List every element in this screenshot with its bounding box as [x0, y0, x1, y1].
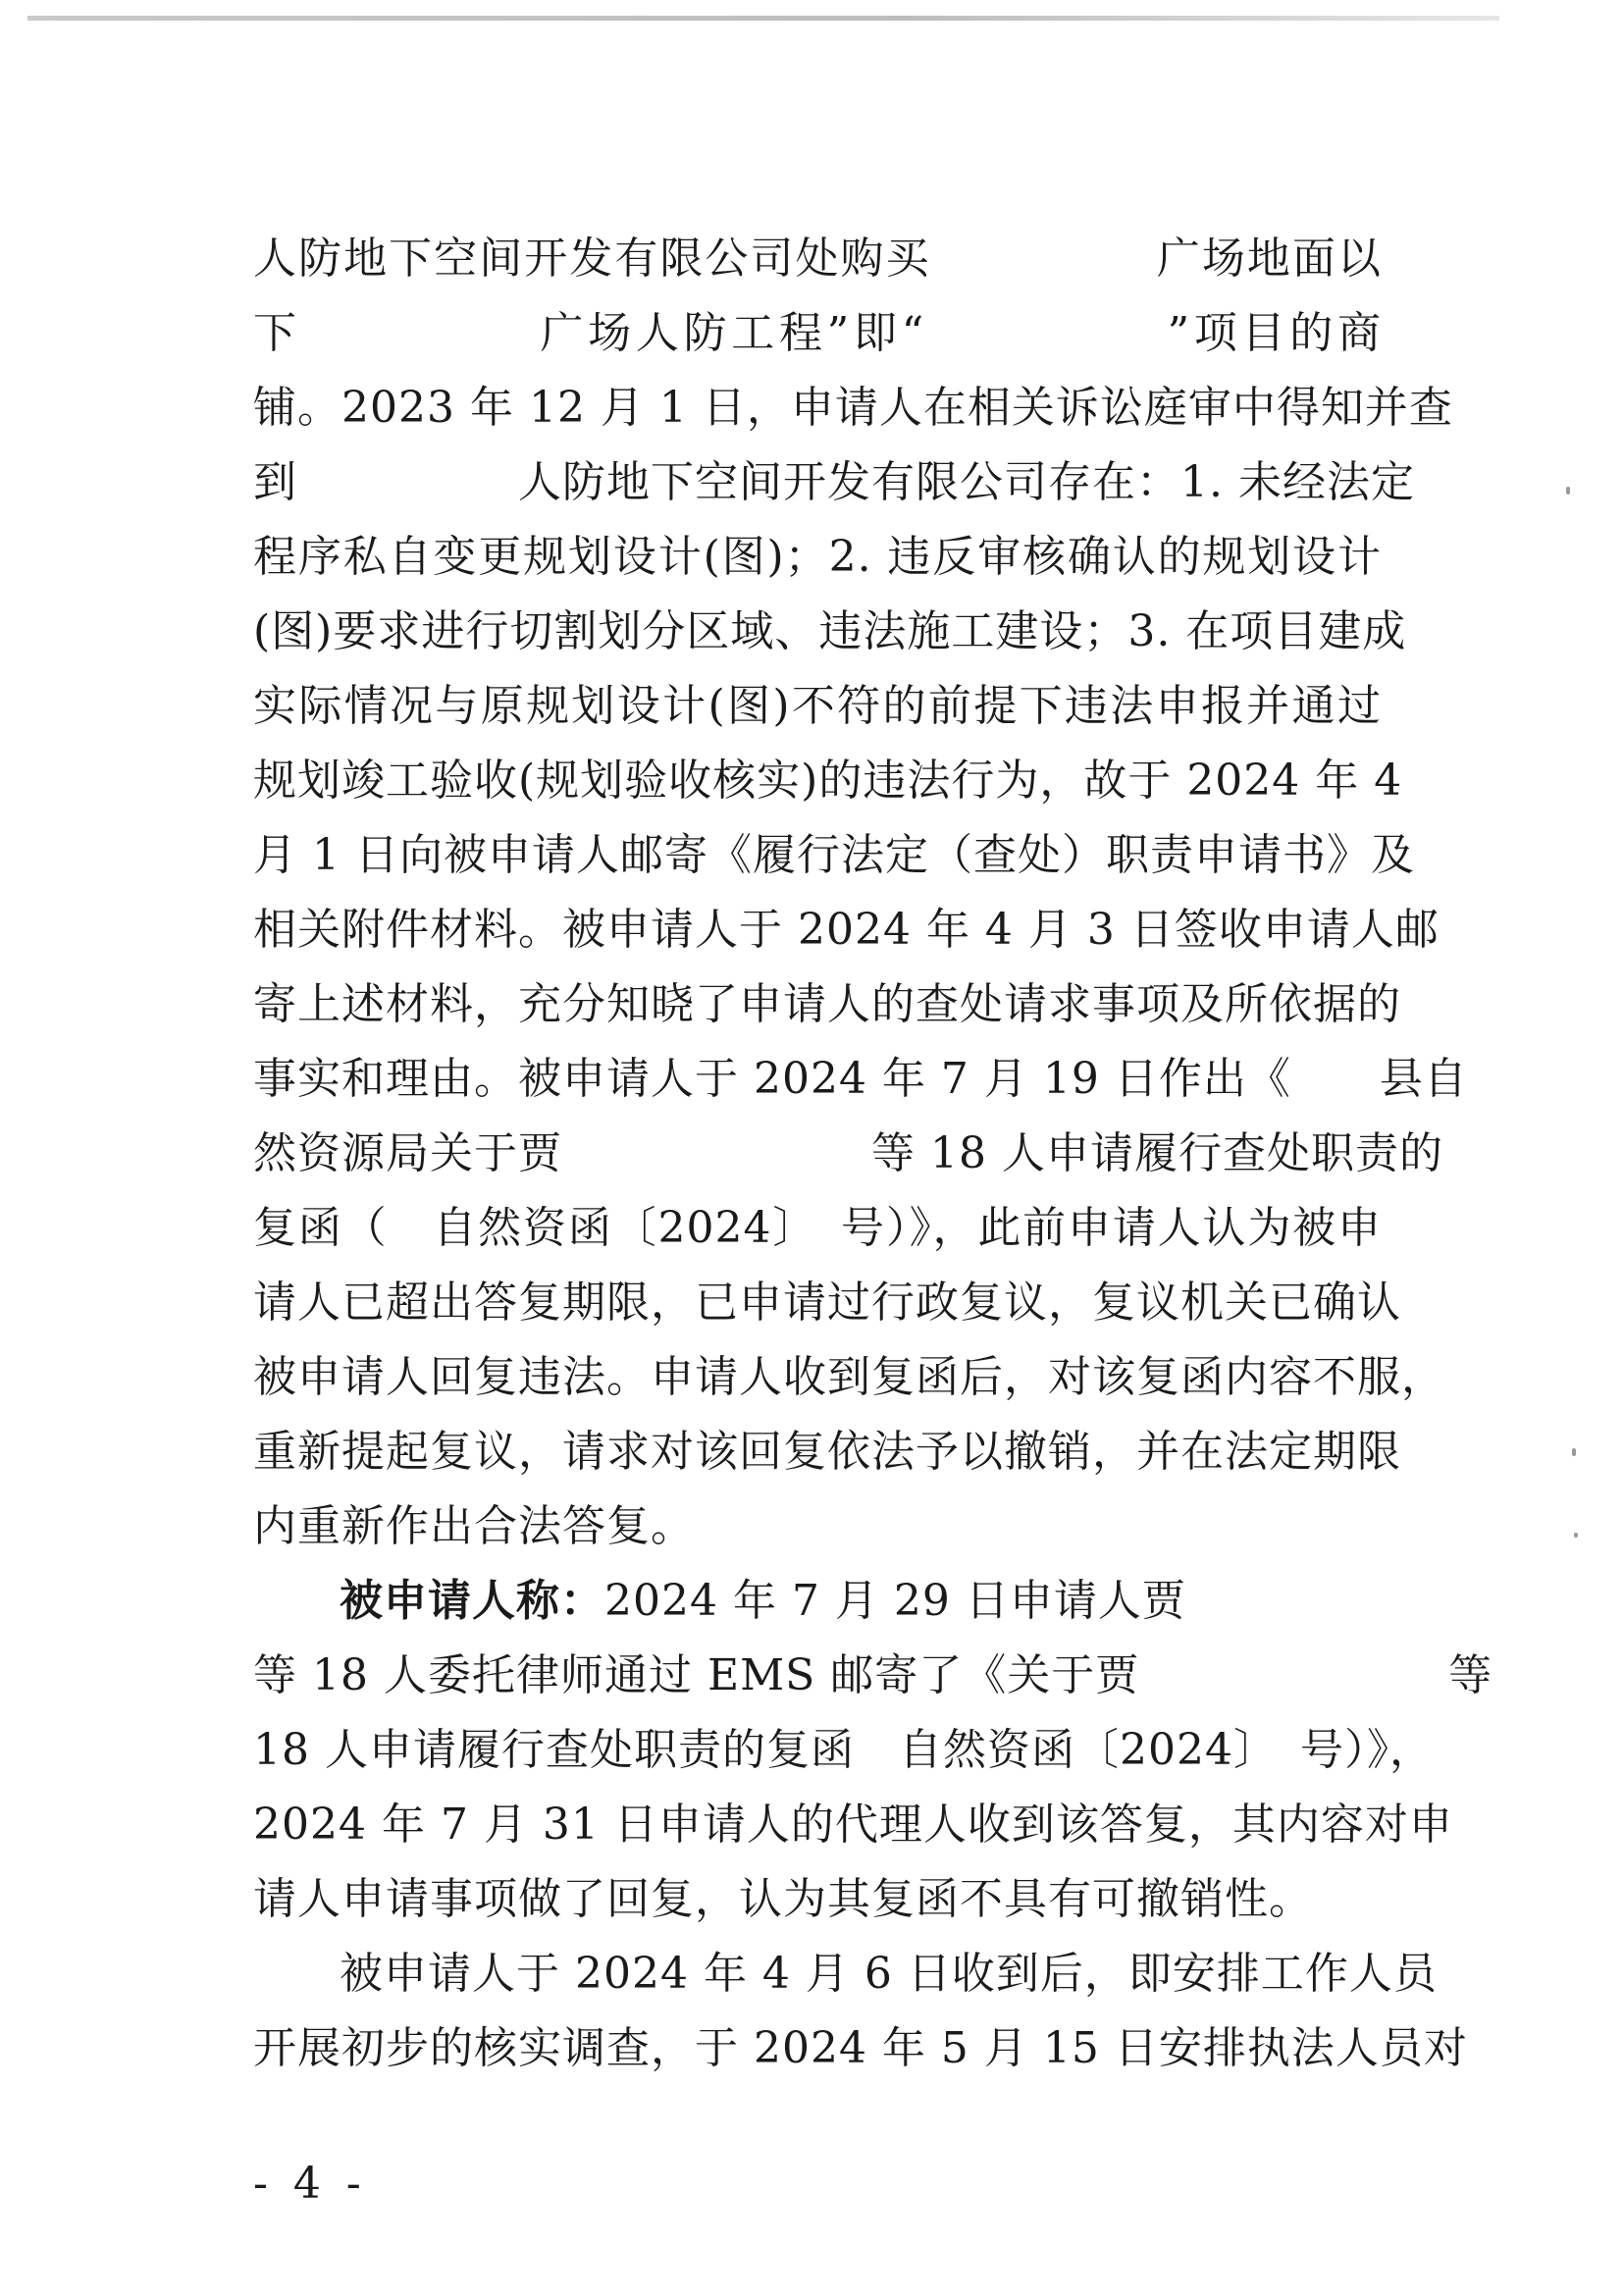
text-line: 请人申请事项做了回复，认为其复函不具有可撤销性。: [253, 1874, 1313, 1924]
text-line: 内重新作出合法答复。: [253, 1501, 695, 1551]
page-number: - 4 -: [253, 2159, 367, 2209]
paragraph-3: [253, 1937, 1468, 2086]
text-line: 铺。2023 年 12 月 1 日，申请人在相关诉讼庭审中得知并查: [253, 383, 1453, 433]
text-line: 2024 年 7 月 31 日申请人的代理人收到该答复，其内容对申: [253, 1800, 1453, 1850]
text-line: 事实和理由。被申请人于 2024 年 7 月 19 日作出《 县自: [253, 1054, 1468, 1104]
text-line: 相关附件材料。被申请人于 2024 年 4 月 3 日签收申请人邮: [253, 905, 1440, 955]
paragraph-1: [253, 222, 1468, 1564]
text-line: 复函（ 自然资函〔2024〕 号）》，此前申请人认为被申: [253, 1203, 1382, 1253]
text-line: (图)要求进行切割划分区域、违法施工建设；3. 在项目建成: [253, 606, 1407, 656]
scan-speck: [1572, 1448, 1576, 1456]
text-line: 等 18 人委托律师通过 EMS 邮寄了《关于贾 等: [253, 1650, 1493, 1700]
paragraph-2: [253, 1564, 1493, 1937]
text-line: 开展初步的核实调查，于 2024 年 5 月 15 日安排执法人员对: [253, 2023, 1468, 2073]
text-line: 寄上述材料，充分知晓了申请人的查处请求事项及所依据的: [253, 979, 1401, 1029]
document-body: [253, 222, 1493, 2086]
text-line: 实际情况与原规划设计(图)不符的前提下违法申报并通过: [253, 681, 1382, 731]
text-line: 然资源局关于贾 等 18 人申请履行查处职责的: [253, 1128, 1443, 1178]
scan-speck: [1566, 487, 1570, 495]
text-line: 下 广场人防工程”即“ ”项目的商: [253, 308, 1382, 358]
text-line: [253, 1564, 1382, 1639]
text-line: 重新提起复议，请求对该回复依法予以撤销，并在法定期限: [253, 1427, 1401, 1477]
text-line: 到 人防地下空间开发有限公司存在：1. 未经法定: [253, 457, 1415, 507]
text-line: 18 人申请履行查处职责的复函 自然资函〔2024〕 号）》，: [253, 1725, 1434, 1775]
text-line: 被申请人回复违法。申请人收到复函后，对该复函内容不服，: [253, 1352, 1445, 1402]
text-line: 月 1 日向被申请人邮寄《履行法定（查处）职责申请书》及: [253, 830, 1415, 880]
text-span: 2024 年 7 月 29 日申请人贾: [604, 1576, 1186, 1626]
scan-speck: [1574, 1533, 1578, 1538]
text-line: 规划竣工验收(规划验收核实)的违法行为，故于 2024 年 4: [253, 756, 1403, 806]
text-line: 被申请人于 2024 年 4 月 6 日收到后，即安排工作人员: [340, 1949, 1438, 1999]
text-line: 人防地下空间开发有限公司处购买 广场地面以: [253, 234, 1382, 284]
scan-edge-rule: [27, 16, 1499, 21]
respondent-heading: 被申请人称：: [340, 1576, 604, 1626]
text-line: 程序私自变更规划设计(图)；2. 违反审核确认的规划设计: [253, 532, 1382, 582]
text-line: 请人已超出答复期限，已申请过行政复议，复议机关已确认: [253, 1278, 1401, 1328]
